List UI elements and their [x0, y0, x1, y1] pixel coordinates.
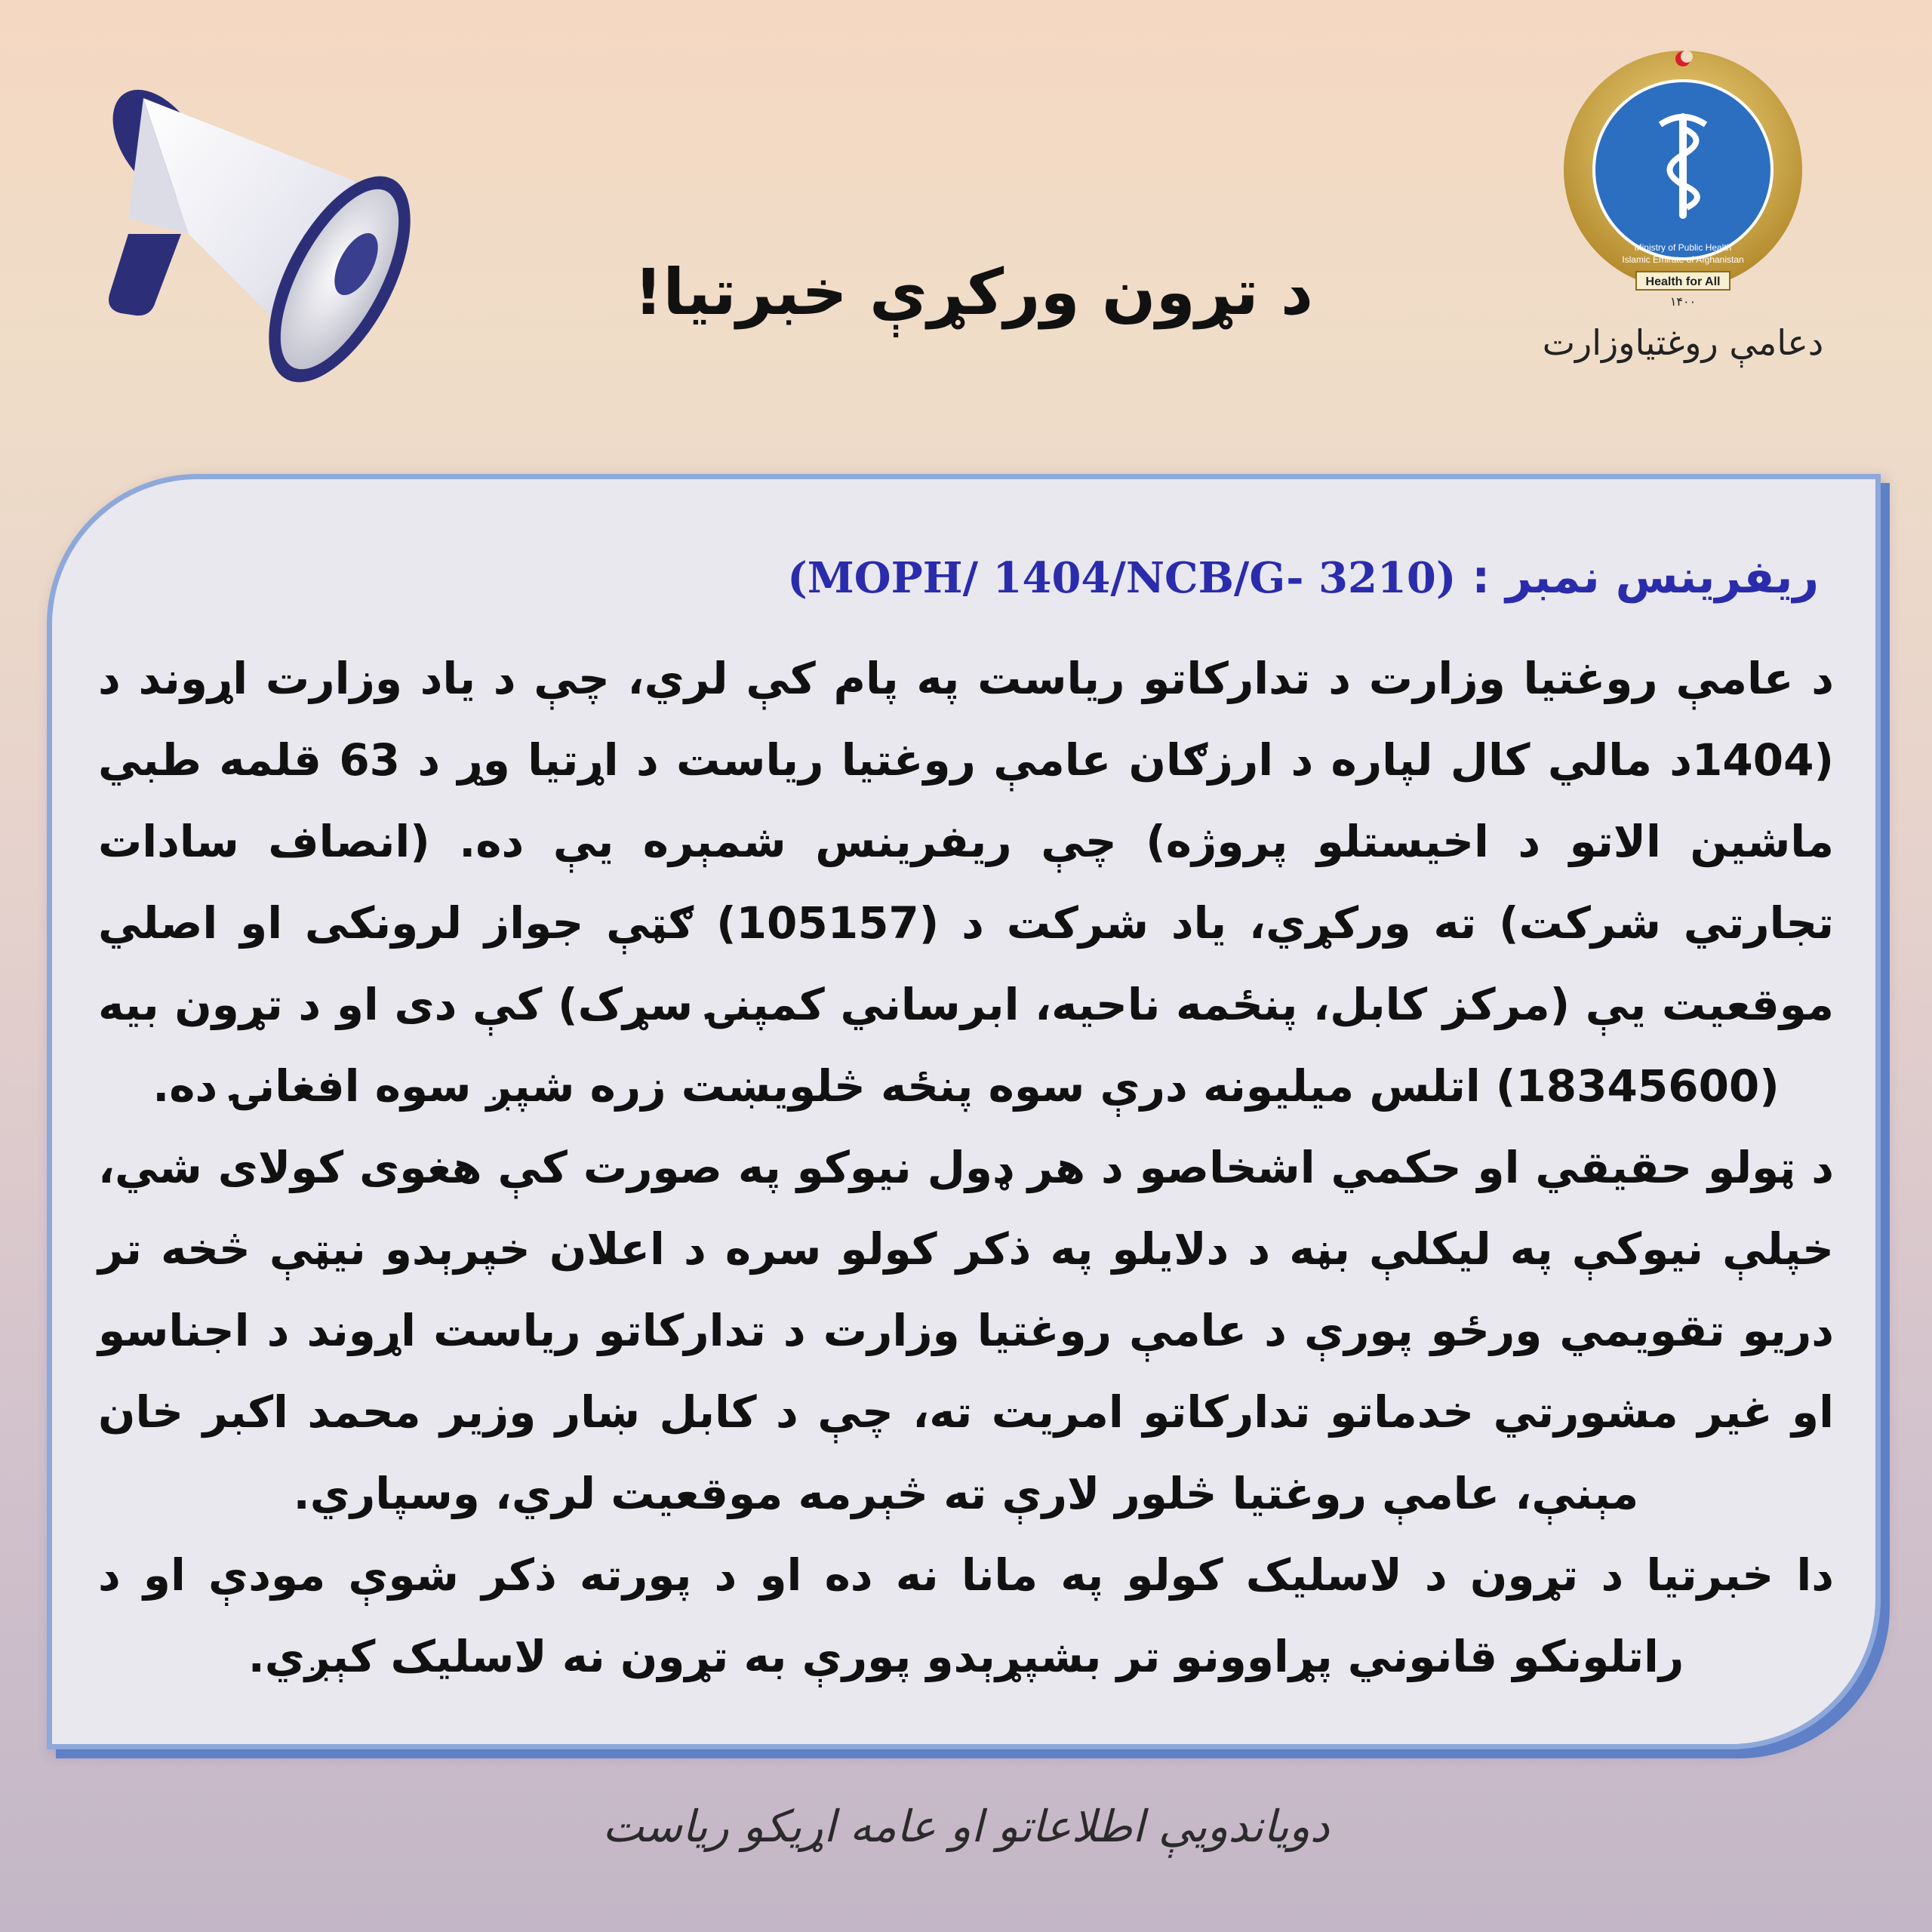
announcement-body: [98, 638, 1834, 1697]
paragraph-3: دا خبرتیا د تړون د لاسلیک کولو په مانا نه ده او د پورته ذکر شوې مودې او د راتلونکو قانوني پړاوونو تر بشپړېدو پورې به تړون نه لاسلیک کېږي.: [98, 1549, 1834, 1682]
paragraph-1: د عامې روغتیا وزارت د تدارکاتو ریاست په پام کې لري، چې د یاد وزارت اړوند د (1404د مالي کال لپاره د ارزګان عامې روغتیا ریاست د اړتیا وړ د 63 قلمه طبي ماشین الاتو د اخیستلو پروژه) چې ریفرینس شمېره یې ده. (انصاف سادات تجارتي شرکت) ته ورکړي، یاد شرکت د (105157) ګټې جواز لرونکی او اصلي موقعیت یې (مرکز کابل، پنځمه ناحیه، ابرساني کمپنۍ سړک) کې دی او د تړون بیه (18345600) اتلس میلیونه درې سوه پنځه څلویښت زره شپږ سوه افغانۍ ده.: [98, 653, 1834, 1112]
logo-text-en-1: Ministry of Public Health: [1634, 242, 1732, 253]
ministry-logo: [1542, 45, 1824, 377]
footer-text: دویاندویې اطلاعاتو او عامه اړیکو ریاست: [602, 1801, 1330, 1852]
emblem-icon: [1542, 45, 1824, 377]
paragraph-2: د ټولو حقیقي او حکمي اشخاصو د هر ډول نیوکو په صورت کې هغوی کولای شي، خپلې نیوکې په لیکلې بڼه د دلایلو په ذکر کولو سره د اعلان خپرېدو نیټې څخه تر دریو تقویمي ورځو پورې د عامې روغتیا وزارت د تدارکاتو ریاست اړوند د اجناسو او غیر مشورتي خدماتو تدارکاتو امریت ته، چې د کابل ښار وزیر محمد اکبر خان مېنې، عامې روغتیا څلور لارې ته څېرمه موقعیت لري، وسپاري.: [98, 1142, 1834, 1519]
logo-caption: دعامې روغتیاوزارت: [1542, 322, 1824, 363]
reference-line: [787, 551, 1819, 604]
reference-number: (MOPH/ 1404/NCB/G- 3210): [787, 553, 1457, 603]
megaphone-icon: [75, 45, 468, 400]
logo-text-en-2: Islamic Emirate of Afghanistan: [1622, 254, 1744, 265]
logo-year: ۱۴۰۰: [1669, 294, 1697, 309]
reference-label: ریفرینس نمبر :: [1472, 551, 1819, 604]
page-title: د تړون ورکړې خبرتیا!: [634, 255, 1313, 329]
footer-calligraphy: [602, 1781, 1330, 1864]
logo-motto: Health for All: [1645, 275, 1721, 288]
